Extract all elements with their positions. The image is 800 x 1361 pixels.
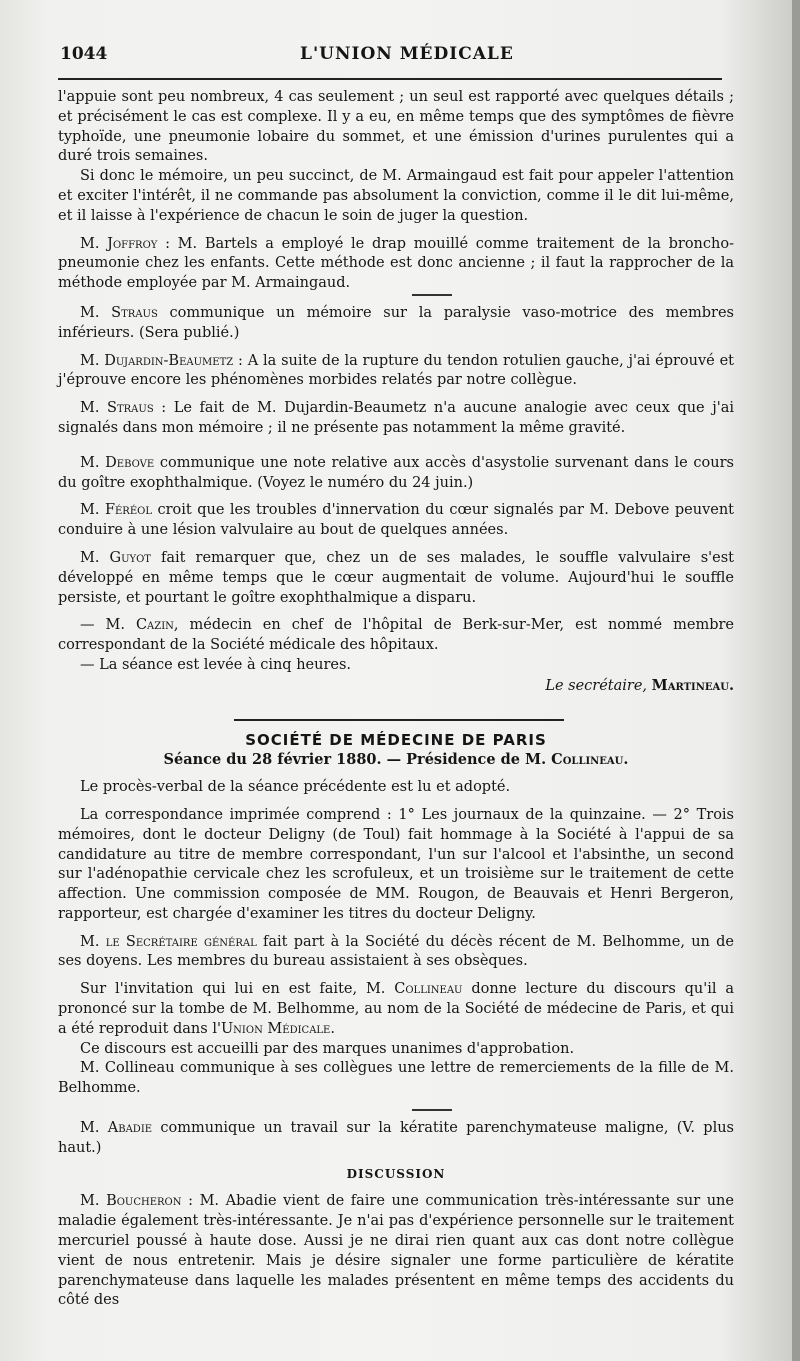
paragraph [58, 1192, 734, 1311]
paragraph-text: : M. Bartels a employé le drap mouillé comme traitement de la broncho-pneumonie chez les enfants. Cette méthode est donc ancienne ; il faut la rapprocher de la méthode employée par M. Armaingaud. [58, 235, 734, 292]
dash-prefix: — M. [80, 617, 136, 634]
speaker-name: M. Joffroy [80, 235, 158, 252]
paragraph: La correspondance imprimée comprend : 1° Les journaux de la quinzaine. — 2° Trois mémoires, dont le docteur Deligny (de Toul) fait hommage à la Société à l'appui de sa candidature au titre de membre correspondant, l'un sur l'alcool et l'absinthe, un second sur l'adénopathie cervicale chez les scrofuleux, et un troisième sur le traitement de cette affection. Une commission composée de MM. Rougon, de Beauvais et Henri Bergeron, rapporteur, est chargée d'examiner les titres du docteur Deligny. [58, 806, 734, 922]
running-header [60, 44, 740, 74]
paragraph: Si donc le mémoire, un peu succinct, de M. Armaingaud est fait pour appeler l'attention et exciter l'intérêt, il ne commande pas absolument la conviction, comme il le dit lui-même, et il laisse à l'expérience de chacun le soin de juger la question. [58, 168, 734, 224]
paragraph-text: communique un mémoire sur la paralysie vaso-motrice des membres inférieurs. (Sera publié.) [58, 304, 734, 341]
discussion-label: DISCUSSION [346, 1166, 446, 1181]
paragraph: Le procès-verbal de la séance précédente est lu et adopté. [80, 779, 511, 796]
paragraph [58, 304, 734, 344]
speaker-name: M. Féréol [80, 502, 152, 519]
page-edge-shadow [792, 0, 800, 1361]
paragraph: M. Collineau communique à ses collègues une lettre de remerciements de la fille de M. Belhomme. [58, 1060, 734, 1097]
paragraph: l'appuie sont peu nombreux, 4 cas seulement ; un seul est rapporté avec quelques détails ; et précisément le cas est complexe. Il y a eu, en même temps que des symptômes de fièvre typhoïde, une pneumonie lobaire du sommet, et une émission d'urines purulentes qui a duré trois semaines. [58, 89, 734, 165]
paragraph-text: fait remarquer que, chez un de ses malades, le souffle valvulaire s'est développé en même temps que le cœur augmentait de volume. Aujourd'hui le souffle persiste, et pourtant le goître exophthalmique a disparu. [58, 549, 734, 606]
paragraph: Ce discours est accueilli par des marques unanimes d'approbation. [80, 1040, 575, 1057]
paragraph [58, 1119, 734, 1159]
president-name: Collineau. [551, 751, 629, 769]
signature-name: Martineau. [651, 676, 734, 694]
paragraph-text: : M. Abadie vient de faire une communication très-intéressante sur une maladie également très-intéressante. Je n'ai pas d'expérience personnelle sur le traitement mercuriel poussé à haute dose. Aussi je ne dirai rien quant aux cas dont notre collègue vient de nous entretenir. Mais je désire signaler une forme particulière de kératite parenchymateuse dans laquelle les malades présentent en même temps des accidents du côté des [58, 1193, 734, 1309]
paragraph [58, 235, 734, 294]
paragraph-text: donne lecture du discours qu'il a prononcé sur la tombe de M. Belhomme, au nom de la Société de médecine de Paris, et qui a été reproduit dans l' [58, 981, 734, 1037]
paragraph [58, 352, 734, 392]
speaker-name: Boucheron [106, 1193, 182, 1210]
prefix: M. [80, 1120, 108, 1137]
paragraph-text: fait part à la Société du décès récent de M. Belhomme, un de ses doyens. Les membres du bureau assistaient à ses obsèques. [58, 933, 734, 970]
speaker-name: Abadie [107, 1120, 153, 1137]
signature-role: Le secrétaire, [545, 677, 648, 694]
paragraph [58, 980, 734, 1039]
header-rule [58, 78, 722, 80]
session-text: Séance du 28 février 1880. — Présidence de M. [163, 751, 552, 769]
speaker-name: M. Debove [80, 454, 155, 471]
speaker-name: M. Straus [80, 304, 158, 321]
journal-name: Union Médicale [220, 1020, 331, 1037]
signature [58, 676, 734, 697]
speaker-name: M. Dujardin-Beaumetz [80, 352, 234, 369]
paragraph-text: : A la suite de la rupture du tendon rotulien gauche, j'ai éprouvé et j'éprouve encore les phénomènes morbides relatés par notre collègue. [58, 352, 734, 389]
paragraph-text: . [330, 1020, 335, 1037]
paragraph [58, 933, 734, 973]
session-line [58, 750, 734, 770]
speaker-name: Cazin [135, 617, 174, 634]
section-rule [234, 719, 564, 721]
paragraph-text: communique un travail sur la kératite parenchymateuse maligne, (V. plus haut.) [58, 1120, 734, 1156]
prefix: M. [80, 933, 106, 950]
paragraph [58, 549, 734, 608]
journal-title: L'UNION MÉDICALE [300, 44, 514, 64]
text-column [58, 88, 734, 1311]
speaker-name: le Secrétaire général [105, 933, 257, 950]
page-number: 1044 [60, 44, 108, 64]
paragraph [58, 501, 734, 541]
paragraph-text: , médecin en chef de l'hôpital de Berk-sur-Mer, est nommé membre correspondant de la Société médicale des hôpitaux. [58, 617, 734, 654]
short-rule [412, 1109, 452, 1111]
paragraph-text: communique une note relative aux accès d'asystolie survenant dans le cours du goître exophthalmique. (Voyez le numéro du 24 juin.) [58, 454, 734, 491]
paragraph [58, 454, 734, 494]
speaker-name: M. Straus [80, 400, 154, 417]
paragraph-text: : Le fait de M. Dujardin-Beaumetz n'a aucune analogie avec ceux que j'ai signalés dans mon mémoire ; il ne présente pas notamment la même gravité. [58, 400, 734, 436]
paragraph [58, 616, 734, 656]
paragraph-text: Sur l'invitation qui lui en est faite, M. [80, 981, 395, 998]
paragraph: — La séance est levée à cinq heures. [80, 656, 352, 673]
paragraph-text: croit que les troubles d'innervation du cœur signalés par M. Debove peuvent conduire à une lésion valvulaire au bout de quelques années. [58, 502, 735, 539]
section-title: SOCIÉTÉ DE MÉDECINE DE PARIS [245, 730, 547, 749]
paragraph [58, 399, 734, 439]
speaker-name: Collineau [394, 981, 463, 998]
short-rule [412, 294, 452, 296]
prefix: M. [80, 1193, 107, 1210]
speaker-name: M. Guyot [80, 549, 151, 566]
